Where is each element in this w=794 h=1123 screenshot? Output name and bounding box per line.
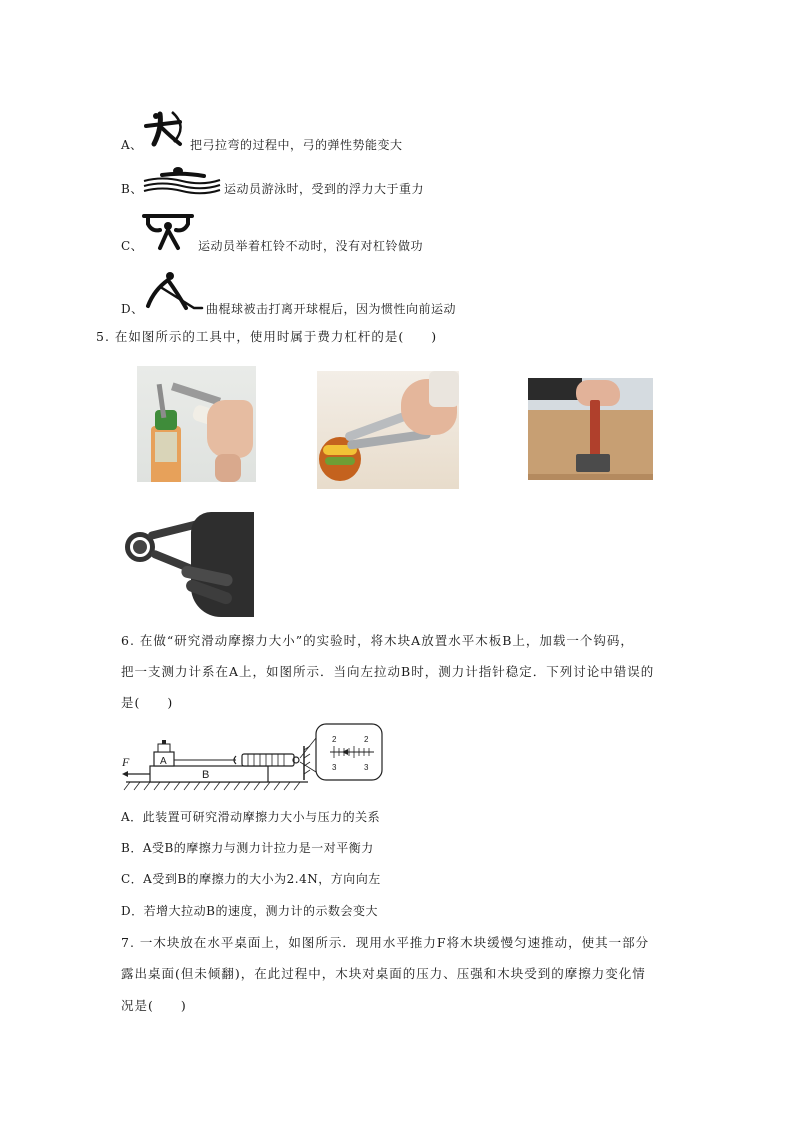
swimming-pictogram-icon <box>142 164 222 196</box>
option-letter: D、 <box>121 302 144 316</box>
bottle-opener-photo <box>137 366 256 482</box>
scale-number: 3 <box>332 763 337 772</box>
q7-stem-line1: 7. 一木块放在水平桌面上，如图所示．现用水平推力F将木块缓慢匀速推动，使其一部分 <box>121 935 650 950</box>
option-text: 运动员举着杠铃不动时，没有对杠铃做功 <box>198 239 424 253</box>
q7-stem-line2: 露出桌面(但未倾翻)，在此过程中，木块对桌面的压力、压强和木块受到的摩擦力变化情 <box>121 966 646 981</box>
block-a-label: A <box>160 756 167 767</box>
q6-stem-line1: 6. 在做“研究滑动摩擦力大小”的实验时，将木块A放置水平木板B上，加载一个钩码， <box>121 633 634 648</box>
option-letter: A、 <box>121 138 143 152</box>
hockey-pictogram-icon <box>140 270 206 314</box>
option-letter: C、 <box>121 239 144 253</box>
scale-number: 2 <box>332 735 337 744</box>
option-text: 曲棍球被击打离开球棍后，因为惯性向前运动 <box>206 302 457 316</box>
force-label: F <box>122 755 130 769</box>
archery-pictogram-icon <box>140 108 188 150</box>
option-letter: B、 <box>121 182 143 196</box>
scale-number: 2 <box>364 735 369 744</box>
food-tongs-photo <box>317 371 459 489</box>
friction-apparatus-diagram <box>118 720 388 796</box>
q6-option-b: B．A受B的摩擦力与测力计拉力是一对平衡力 <box>121 841 374 855</box>
q5-stem: 5. 在如图所示的工具中，使用时属于费力杠杆的是( ) <box>96 329 438 344</box>
spring-scale <box>242 754 294 766</box>
q6-stem-line3: 是( ) <box>121 695 174 710</box>
q6-option-a: A．此装置可研究滑动摩擦力大小与压力的关系 <box>121 810 381 824</box>
hand-grip-photo <box>121 510 254 617</box>
q6-option-c: C．A受到B的摩擦力的大小为2.4N，方向向左 <box>121 872 381 886</box>
option-text: 运动员游泳时，受到的浮力大于重力 <box>224 182 425 196</box>
scale-number: 3 <box>364 763 369 772</box>
q6-stem-line2: 把一支测力计系在A上，如图所示．当向左拉动B时，测力计指针稳定．下列讨论中错误的 <box>121 664 655 679</box>
option-text: 把弓拉弯的过程中，弓的弹性势能变大 <box>190 138 403 152</box>
hammer-photo <box>528 378 653 480</box>
q6-option-d: D．若增大拉动B的速度，测力计的示数会变大 <box>121 904 378 918</box>
q7-stem-line3: 况是( ) <box>121 998 187 1013</box>
board-b-label: B <box>202 769 210 781</box>
weightlifting-pictogram-icon <box>140 210 196 252</box>
